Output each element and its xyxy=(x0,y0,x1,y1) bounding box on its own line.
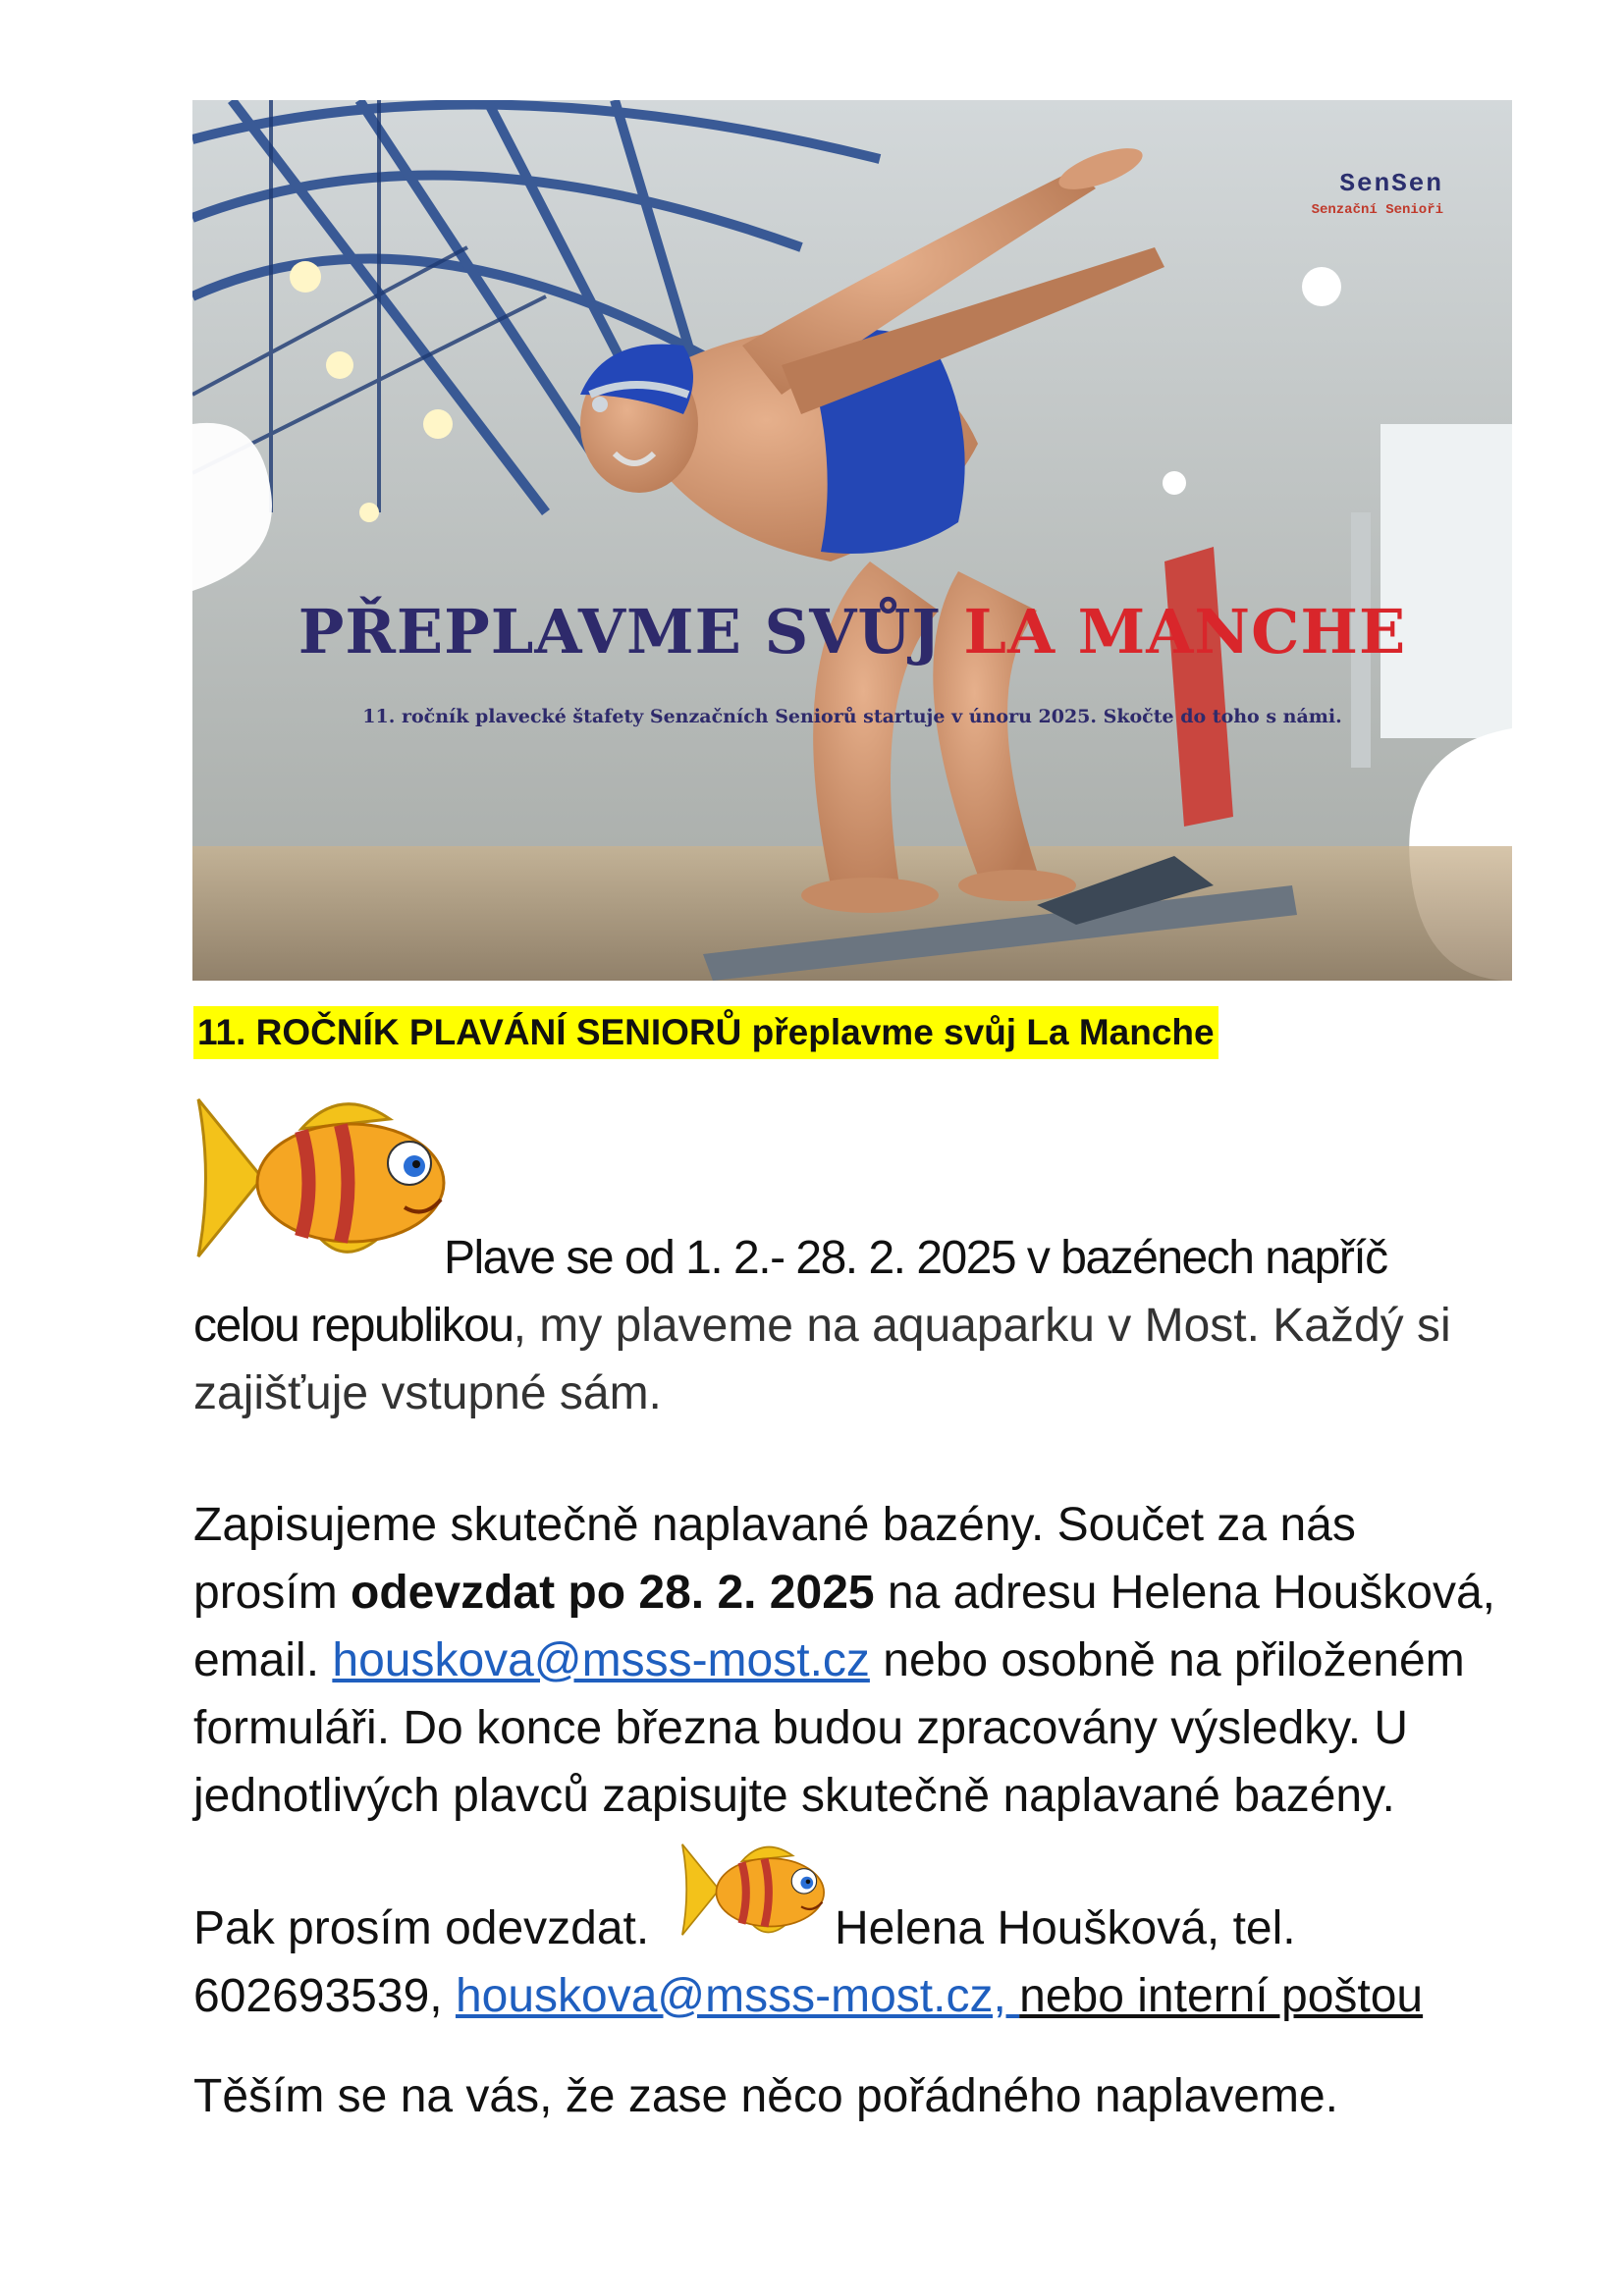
p3-line1a: Pak prosím odevzdat. xyxy=(193,1902,650,1954)
fish-cartoon-icon xyxy=(193,1090,449,1266)
p2-line2 xyxy=(193,1559,1495,1627)
banner-headline xyxy=(192,596,1512,667)
p3-line2 xyxy=(193,1962,1423,2030)
p2-line5: jednotlivých plavců zapisujte skutečně naplavané bazény. xyxy=(193,1770,1395,1822)
p2-line2-a: prosím xyxy=(193,1567,352,1619)
p1-line3: zajišťuje vstupné sám. xyxy=(193,1367,662,1419)
headline-part2: LA MANCHE xyxy=(963,596,1407,667)
headline-part1: PŘEPLAVME SVŮJ xyxy=(298,596,942,667)
banner-image xyxy=(192,100,1512,981)
banner-subline: 11. ročník plavecké štafety Senzačních Seniorů startuje v únoru 2025. Skočte do toho s námi. xyxy=(362,706,1342,727)
fish-cartoon-icon xyxy=(679,1839,827,1941)
p2-line3-b: nebo osobně na přiloženém xyxy=(869,1634,1465,1686)
p1-line2-bold: celou republikou xyxy=(193,1300,514,1352)
brand-logo-text: SenSen xyxy=(1339,169,1443,198)
email-link-2[interactable]: houskova@msss-most.cz, xyxy=(455,1970,1020,2022)
p1-line2-rest: , my plaveme na aquaparku v Most. Každý si xyxy=(513,1300,1451,1352)
p3-line1b: Helena Houšková, tel. xyxy=(835,1902,1296,1954)
internal-mail-text: nebo interní poštou xyxy=(1019,1970,1424,2022)
p2-line1: Zapisujeme skutečně naplavané bazény. Součet za nás xyxy=(193,1499,1356,1551)
p3-line2-a: 602693539, xyxy=(193,1970,456,2022)
p1-line1: Plave se od 1. 2.- 28. 2. 2025 v bazénech napříč xyxy=(444,1232,1387,1284)
closing-line: Těším se na vás, že zase něco pořádného naplaveme. xyxy=(193,2070,1339,2122)
page-heading: 11. ROČNÍK PLAVÁNÍ SENIORŮ přeplavme svůj La Manche xyxy=(193,1006,1218,1059)
brand-subtitle: Senzační Senioři xyxy=(1311,202,1443,218)
p1-line2 xyxy=(193,1292,1451,1360)
p2-deadline: odevzdat po 28. 2. 2025 xyxy=(351,1567,875,1619)
p2-line3-a: email. xyxy=(193,1634,333,1686)
sensen-logo xyxy=(1312,169,1443,218)
p2-line2-b: na adresu Helena Houšková, xyxy=(874,1567,1495,1619)
email-link[interactable]: houskova@msss-most.cz xyxy=(332,1634,870,1686)
swimmer-photo xyxy=(192,100,1512,981)
p2-line3 xyxy=(193,1627,1465,1694)
p2-line4: formuláři. Do konce března budou zpracovány výsledky. U xyxy=(193,1702,1409,1754)
